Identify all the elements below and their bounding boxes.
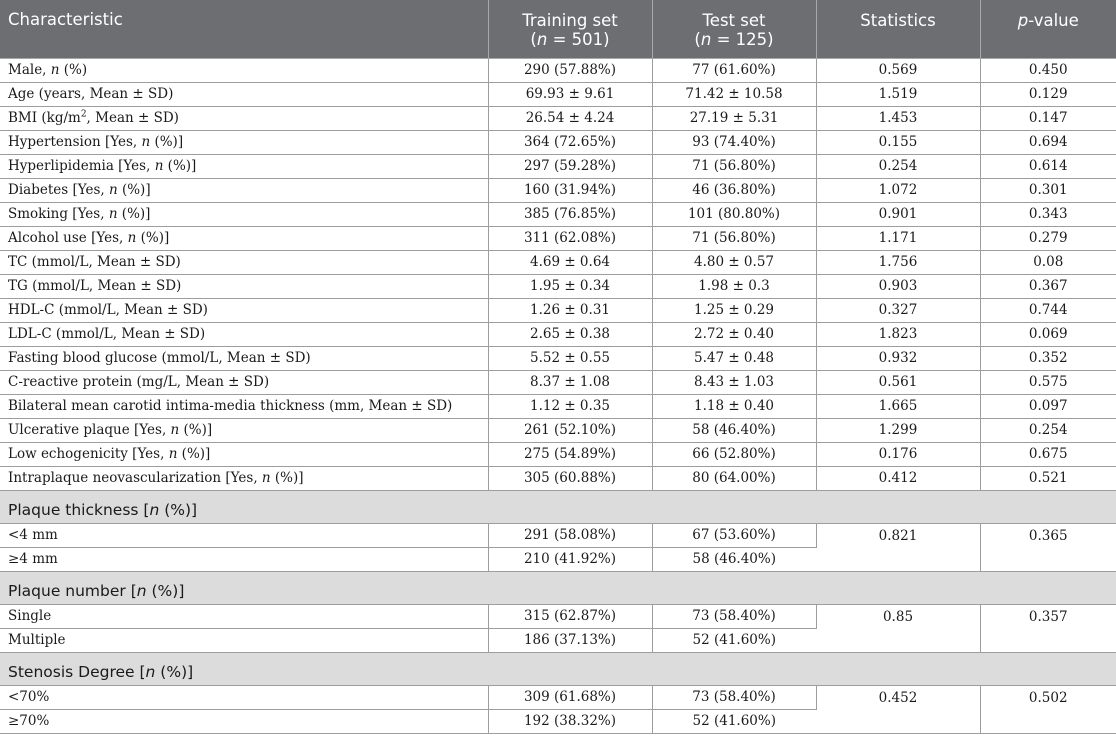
statistics-cell: 0.327 bbox=[816, 298, 980, 322]
label-text-suffix: (%)] bbox=[155, 662, 194, 681]
label-text: Bilateral mean carotid intima-media thickness (mm, Mean ± SD) bbox=[8, 398, 453, 414]
label-variable: n bbox=[145, 662, 156, 681]
label-variable: n bbox=[141, 134, 151, 150]
training-cell: 297 (59.28%) bbox=[488, 154, 652, 178]
test-cell: 80 (64.00%) bbox=[652, 466, 816, 490]
table-row bbox=[0, 250, 1116, 274]
training-cell: 291 (58.08%) bbox=[488, 523, 652, 547]
label-variable: n bbox=[170, 422, 180, 438]
label-variable: n bbox=[50, 62, 60, 78]
p-value-cell: 0.352 bbox=[980, 346, 1116, 370]
p-value-cell: 0.08 bbox=[980, 250, 1116, 274]
test-cell: 58 (46.40%) bbox=[652, 418, 816, 442]
training-cell: 192 (38.32%) bbox=[488, 709, 652, 733]
characteristic-cell: <4 mm bbox=[0, 523, 488, 547]
label-text: Diabetes [Yes, bbox=[8, 182, 109, 198]
statistics-cell: 0.155 bbox=[816, 130, 980, 154]
characteristic-cell bbox=[0, 322, 488, 346]
training-cell: 305 (60.88%) bbox=[488, 466, 652, 490]
characteristic-cell bbox=[0, 106, 488, 130]
label-text: Smoking [Yes, bbox=[8, 206, 109, 222]
training-cell: 261 (52.10%) bbox=[488, 418, 652, 442]
characteristic-cell: Multiple bbox=[0, 628, 488, 652]
test-cell: 52 (41.60%) bbox=[652, 709, 816, 733]
section-title bbox=[0, 571, 1116, 604]
statistics-cell: 1.756 bbox=[816, 250, 980, 274]
test-cell: 101 (80.80%) bbox=[652, 202, 816, 226]
label-text-suffix: (%)] bbox=[179, 422, 213, 438]
training-cell: 210 (41.92%) bbox=[488, 547, 652, 571]
section-header-row bbox=[0, 652, 1116, 685]
characteristic-cell bbox=[0, 202, 488, 226]
p-value-cell: 0.097 bbox=[980, 394, 1116, 418]
characteristic-cell bbox=[0, 226, 488, 250]
label-text: TG (mmol/L, Mean ± SD) bbox=[8, 278, 182, 294]
label-text: Plaque number [ bbox=[8, 581, 137, 600]
statistics-cell: 0.903 bbox=[816, 274, 980, 298]
characteristic-cell bbox=[0, 154, 488, 178]
test-cell: 1.18 ± 0.40 bbox=[652, 394, 816, 418]
label-text: Plaque thickness [ bbox=[8, 500, 150, 519]
table-row bbox=[0, 346, 1116, 370]
training-cell: 26.54 ± 4.24 bbox=[488, 106, 652, 130]
training-cell: 69.93 ± 9.61 bbox=[488, 82, 652, 106]
table-row bbox=[0, 394, 1116, 418]
p-value-cell: 0.450 bbox=[980, 58, 1116, 82]
characteristic-cell: ≥4 mm bbox=[0, 547, 488, 571]
header-p-rest: -value bbox=[1028, 11, 1079, 30]
label-text: BMI (kg/m bbox=[8, 110, 81, 126]
label-text-suffix: (%)] bbox=[150, 134, 184, 150]
label-text-suffix: (%)] bbox=[117, 182, 151, 198]
header-training-set: Training set (n = 501) bbox=[488, 0, 652, 58]
test-cell: 66 (52.80%) bbox=[652, 442, 816, 466]
test-cell: 1.25 ± 0.29 bbox=[652, 298, 816, 322]
label-text: Age (years, Mean ± SD) bbox=[8, 86, 174, 102]
statistics-cell: 1.665 bbox=[816, 394, 980, 418]
label-text: Hyperlipidemia [Yes, bbox=[8, 158, 155, 174]
label-variable: n bbox=[149, 500, 160, 519]
training-cell: 186 (37.13%) bbox=[488, 628, 652, 652]
label-variable: n bbox=[108, 182, 118, 198]
p-value-cell: 0.301 bbox=[980, 178, 1116, 202]
statistics-cell: 0.452 bbox=[816, 685, 980, 733]
statistics-cell: 1.299 bbox=[816, 418, 980, 442]
label-text: Alcohol use [Yes, bbox=[8, 230, 128, 246]
training-cell: 290 (57.88%) bbox=[488, 58, 652, 82]
test-cell: 58 (46.40%) bbox=[652, 547, 816, 571]
p-value-cell: 0.614 bbox=[980, 154, 1116, 178]
table-row bbox=[0, 226, 1116, 250]
characteristic-cell bbox=[0, 130, 488, 154]
test-cell: 77 (61.60%) bbox=[652, 58, 816, 82]
characteristic-cell bbox=[0, 418, 488, 442]
characteristic-cell bbox=[0, 274, 488, 298]
statistics-cell: 0.901 bbox=[816, 202, 980, 226]
characteristic-cell: Single bbox=[0, 604, 488, 628]
header-test-n: = 125) bbox=[711, 30, 774, 49]
label-text: Stenosis Degree [ bbox=[8, 662, 146, 681]
label-text-suffix: (%)] bbox=[117, 206, 151, 222]
test-cell: 5.47 ± 0.48 bbox=[652, 346, 816, 370]
p-value-cell: 0.069 bbox=[980, 322, 1116, 346]
label-text-suffix: (%)] bbox=[146, 581, 185, 600]
table-row bbox=[0, 58, 1116, 82]
test-cell: 67 (53.60%) bbox=[652, 523, 816, 547]
label-text: Hypertension [Yes, bbox=[8, 134, 142, 150]
label-variable: n bbox=[261, 470, 271, 486]
header-training-label: Training set bbox=[522, 11, 618, 30]
label-text: HDL-C (mmol/L, Mean ± SD) bbox=[8, 302, 208, 318]
label-text-suffix: , Mean ± SD) bbox=[86, 110, 179, 126]
label-text-suffix: (%) bbox=[59, 62, 88, 78]
statistics-cell: 0.561 bbox=[816, 370, 980, 394]
label-variable: n bbox=[136, 581, 147, 600]
characteristic-cell bbox=[0, 250, 488, 274]
test-cell: 1.98 ± 0.3 bbox=[652, 274, 816, 298]
table-row bbox=[0, 370, 1116, 394]
characteristic-cell bbox=[0, 346, 488, 370]
header-row bbox=[0, 0, 1116, 58]
test-cell: 71 (56.80%) bbox=[652, 226, 816, 250]
p-value-cell: 0.744 bbox=[980, 298, 1116, 322]
test-cell: 52 (41.60%) bbox=[652, 628, 816, 652]
p-value-cell: 0.694 bbox=[980, 130, 1116, 154]
table-body bbox=[0, 58, 1116, 733]
statistics-cell: 1.519 bbox=[816, 82, 980, 106]
p-value-cell: 0.365 bbox=[980, 523, 1116, 571]
label-text: Fasting blood glucose (mmol/L, Mean ± SD) bbox=[8, 350, 311, 366]
header-p-var: p bbox=[1017, 11, 1029, 30]
p-value-cell: 0.279 bbox=[980, 226, 1116, 250]
test-cell: 71.42 ± 10.58 bbox=[652, 82, 816, 106]
label-variable: n bbox=[168, 446, 178, 462]
statistics-cell: 0.254 bbox=[816, 154, 980, 178]
characteristic-cell bbox=[0, 370, 488, 394]
characteristic-cell bbox=[0, 58, 488, 82]
header-statistics: Statistics bbox=[816, 0, 980, 58]
label-superscript: 2 bbox=[80, 109, 87, 120]
table-row bbox=[0, 202, 1116, 226]
table-row bbox=[0, 685, 1116, 709]
training-cell: 160 (31.94%) bbox=[488, 178, 652, 202]
statistics-cell: 0.821 bbox=[816, 523, 980, 571]
header-characteristic: Characteristic bbox=[0, 0, 488, 58]
p-value-cell: 0.575 bbox=[980, 370, 1116, 394]
p-value-cell: 0.343 bbox=[980, 202, 1116, 226]
label-text: Intraplaque neovascularization [Yes, bbox=[8, 470, 262, 486]
table-row bbox=[0, 130, 1116, 154]
label-variable: n bbox=[127, 230, 137, 246]
test-cell: 2.72 ± 0.40 bbox=[652, 322, 816, 346]
label-text: LDL-C (mmol/L, Mean ± SD) bbox=[8, 326, 206, 342]
p-value-cell: 0.675 bbox=[980, 442, 1116, 466]
header-p-value bbox=[980, 0, 1116, 58]
characteristic-cell: ≥70% bbox=[0, 709, 488, 733]
header-test-n-var: n bbox=[700, 30, 712, 49]
test-cell: 73 (58.40%) bbox=[652, 604, 816, 628]
header-test-set: Test set (n = 125) bbox=[652, 0, 816, 58]
characteristic-cell bbox=[0, 82, 488, 106]
training-cell: 2.65 ± 0.38 bbox=[488, 322, 652, 346]
table-row bbox=[0, 604, 1116, 628]
label-text: C-reactive protein (mg/L, Mean ± SD) bbox=[8, 374, 270, 390]
table-row bbox=[0, 154, 1116, 178]
p-value-cell: 0.502 bbox=[980, 685, 1116, 733]
label-text-suffix: (%)] bbox=[177, 446, 211, 462]
characteristic-cell: <70% bbox=[0, 685, 488, 709]
training-cell: 1.26 ± 0.31 bbox=[488, 298, 652, 322]
statistics-cell: 0.569 bbox=[816, 58, 980, 82]
table-row bbox=[0, 298, 1116, 322]
table-row bbox=[0, 523, 1116, 547]
p-value-cell: 0.129 bbox=[980, 82, 1116, 106]
training-cell: 5.52 ± 0.55 bbox=[488, 346, 652, 370]
table-row bbox=[0, 82, 1116, 106]
training-cell: 275 (54.89%) bbox=[488, 442, 652, 466]
label-text-suffix: (%)] bbox=[136, 230, 170, 246]
p-value-cell: 0.254 bbox=[980, 418, 1116, 442]
statistics-cell: 1.823 bbox=[816, 322, 980, 346]
table-row bbox=[0, 274, 1116, 298]
header-training-n-var: n bbox=[536, 30, 548, 49]
table-row bbox=[0, 106, 1116, 130]
label-variable: n bbox=[108, 206, 118, 222]
section-title bbox=[0, 652, 1116, 685]
label-variable: n bbox=[154, 158, 164, 174]
training-cell: 4.69 ± 0.64 bbox=[488, 250, 652, 274]
test-cell: 46 (36.80%) bbox=[652, 178, 816, 202]
statistics-cell: 1.171 bbox=[816, 226, 980, 250]
training-cell: 311 (62.08%) bbox=[488, 226, 652, 250]
test-cell: 4.80 ± 0.57 bbox=[652, 250, 816, 274]
table-row bbox=[0, 442, 1116, 466]
characteristic-cell bbox=[0, 394, 488, 418]
table-row bbox=[0, 322, 1116, 346]
characteristic-cell bbox=[0, 442, 488, 466]
label-text: TC (mmol/L, Mean ± SD) bbox=[8, 254, 181, 270]
header-test-label: Test set bbox=[702, 11, 766, 30]
p-value-cell: 0.357 bbox=[980, 604, 1116, 652]
test-cell: 73 (58.40%) bbox=[652, 685, 816, 709]
test-cell: 93 (74.40%) bbox=[652, 130, 816, 154]
table-row bbox=[0, 466, 1116, 490]
table-row bbox=[0, 418, 1116, 442]
section-header-row bbox=[0, 490, 1116, 523]
test-cell: 8.43 ± 1.03 bbox=[652, 370, 816, 394]
label-text: Low echogenicity [Yes, bbox=[8, 446, 169, 462]
table-header bbox=[0, 0, 1116, 58]
statistics-cell: 1.453 bbox=[816, 106, 980, 130]
label-text-suffix: (%)] bbox=[163, 158, 197, 174]
statistics-cell: 1.072 bbox=[816, 178, 980, 202]
test-cell: 27.19 ± 5.31 bbox=[652, 106, 816, 130]
test-cell: 71 (56.80%) bbox=[652, 154, 816, 178]
section-header-row bbox=[0, 571, 1116, 604]
characteristic-cell bbox=[0, 178, 488, 202]
training-cell: 385 (76.85%) bbox=[488, 202, 652, 226]
characteristic-cell bbox=[0, 466, 488, 490]
header-training-n: = 501) bbox=[547, 30, 610, 49]
training-cell: 1.95 ± 0.34 bbox=[488, 274, 652, 298]
p-value-cell: 0.367 bbox=[980, 274, 1116, 298]
training-cell: 8.37 ± 1.08 bbox=[488, 370, 652, 394]
p-value-cell: 0.147 bbox=[980, 106, 1116, 130]
label-text-suffix: (%)] bbox=[270, 470, 304, 486]
training-cell: 315 (62.87%) bbox=[488, 604, 652, 628]
table-row bbox=[0, 178, 1116, 202]
statistics-cell: 0.176 bbox=[816, 442, 980, 466]
statistics-cell: 0.412 bbox=[816, 466, 980, 490]
characteristic-cell bbox=[0, 298, 488, 322]
label-text-suffix: (%)] bbox=[159, 500, 198, 519]
statistics-cell: 0.932 bbox=[816, 346, 980, 370]
section-title bbox=[0, 490, 1116, 523]
p-value-cell: 0.521 bbox=[980, 466, 1116, 490]
statistics-cell: 0.85 bbox=[816, 604, 980, 652]
training-cell: 1.12 ± 0.35 bbox=[488, 394, 652, 418]
label-text: Male, bbox=[8, 62, 51, 78]
training-cell: 309 (61.68%) bbox=[488, 685, 652, 709]
training-cell: 364 (72.65%) bbox=[488, 130, 652, 154]
label-text: Ulcerative plaque [Yes, bbox=[8, 422, 171, 438]
